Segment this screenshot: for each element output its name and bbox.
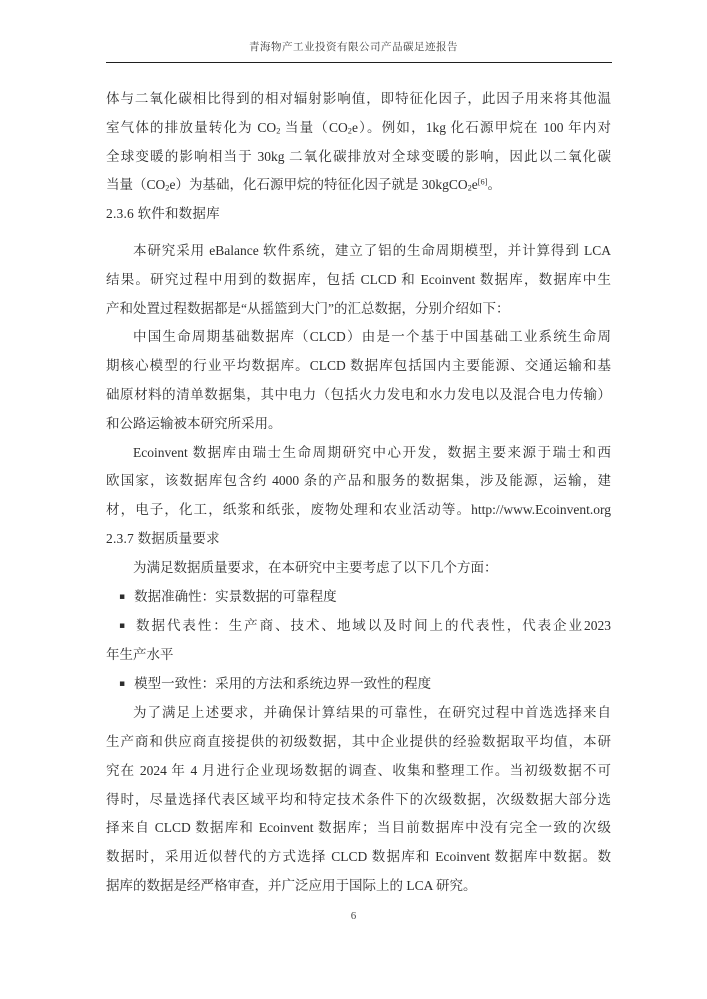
line-text: 欧国家，该数据库包含约 4000 条的产品和服务的数据集，涉及能源，运输，建 — [106, 473, 611, 489]
page-number: 6 — [350, 910, 357, 922]
text-line — [106, 323, 611, 352]
line-text: 结果。研究过程中用到的数据库，包括 CLCD 和 Ecoinvent 数据库，数据库中生 — [106, 271, 611, 287]
text-line — [106, 439, 611, 468]
text-line — [106, 843, 611, 872]
text-line — [106, 872, 611, 901]
line-text: 2.3.6 软件和数据库 — [106, 206, 220, 222]
text-line — [106, 641, 611, 670]
line-text: 2.3.7 数据质量要求 — [106, 530, 220, 546]
text-line — [106, 114, 611, 143]
section-heading — [106, 525, 611, 554]
bullet-item — [106, 583, 611, 612]
bullet-item — [106, 670, 611, 699]
bullet-icon: ▪ — [119, 592, 126, 603]
line-text: 和公路运输被本研究所采用。 — [106, 415, 282, 431]
line-text: 室气体的排放量转化为 $CO_2$ 当量$(CO_2e)$。例如，1kg 化石源甲烷在 100 年内对 — [106, 119, 611, 136]
line-text: 数据准确性：实景数据的可靠程度 — [134, 588, 337, 604]
header-title: 青海物产工业投资有限公司产品碳足迹报告 — [249, 42, 458, 53]
text-line — [106, 352, 611, 381]
text-line — [106, 237, 611, 266]
line-text: 产和处置过程数据都是“从摇篮到大门”的汇总数据，分别介绍如下： — [106, 300, 510, 316]
line-text: 全球变暖的影响相当于 30kg 二氧化碳排放对全球变暖的影响，因此以二氧化碳 — [106, 148, 611, 164]
text-line — [106, 757, 611, 786]
line-text: Ecoinvent 数据库由瑞士生命周期研究中心开发，数据主要来源于瑞士和西 — [133, 444, 611, 460]
line-text: 期核心模型的行业平均数据库。CLCD 数据库包括国内主要能源、交通运输和基 — [106, 358, 611, 374]
text-line — [106, 410, 611, 439]
text-line — [106, 496, 611, 525]
text-line — [106, 814, 611, 843]
line-text: 体与二氧化碳相比得到的相对辐射影响值，即特征化因子，此因子用来将其他温 — [106, 91, 611, 106]
line-text: 生产商和供应商直接提供的初级数据，其中企业提供的经验数据取平均值，本研 — [106, 734, 611, 750]
line-text: 择来自 CLCD 数据库和 Ecoinvent 数据库；当目前数据库中没有完全一致的次级 — [106, 820, 611, 836]
text-line — [106, 85, 611, 114]
bullet-icon: ▪ — [119, 621, 126, 632]
line-text: 中国生命周期基础数据库（CLCD）由是一个基于中国基础工业系统生命周 — [133, 329, 611, 345]
line-text: 为了满足上述要求，并确保计算结果的可靠性，在研究过程中首选选择来自 — [133, 705, 611, 721]
document-body — [106, 85, 611, 901]
text-line — [106, 266, 611, 295]
line-text: 当量$(CO_2e)$为基础，化石源甲烷的特征化因子就是 30kgCO$_2$e[6]。 — [106, 177, 502, 193]
text-line — [106, 381, 611, 410]
section-heading — [106, 200, 611, 229]
text-line — [106, 295, 611, 324]
line-text: 年生产水平 — [106, 647, 174, 663]
text-line — [106, 554, 611, 583]
text-line — [106, 171, 611, 200]
bullet-icon: ▪ — [119, 679, 126, 690]
text-line — [106, 699, 611, 728]
line-text: 模型一致性：采用的方法和系统边界一致性的程度 — [134, 675, 432, 691]
text-line — [106, 786, 611, 815]
page-footer — [0, 910, 707, 922]
line-text: 数据代表性：生产商、技术、地域以及时间上的代表性，代表企业2023 — [134, 617, 611, 633]
line-text: 础原材料的清单数据集，其中电力（包括火力发电和水力发电以及混合电力传输） — [106, 386, 611, 402]
line-text: 数据时，采用近似替代的方式选择 CLCD 数据库和 Ecoinvent 数据库中数据。数 — [106, 849, 611, 865]
header-rule — [106, 62, 612, 63]
line-text: 为满足数据质量要求，在本研究中主要考虑了以下几个方面： — [133, 559, 498, 575]
text-line — [106, 143, 611, 172]
bullet-item — [106, 612, 611, 641]
page-header — [0, 0, 707, 54]
line-text: 材，电子，化工，纸浆和纸张，废物处理和农业活动等。http://www.Ecoinvent.org — [106, 502, 611, 518]
text-line — [106, 728, 611, 757]
line-text: 据库的数据是经严格审查，并广泛应用于国际上的 LCA 研究。 — [106, 878, 477, 894]
line-text: 本研究采用 eBalance 软件系统，建立了铝的生命周期模型，并计算得到 LCA — [133, 242, 611, 258]
line-text: 得时，尽量选择代表区域平均和特定技术条件下的次级数据，次级数据大部分选 — [106, 791, 611, 807]
line-text: 究在 2024 年 4 月进行企业现场数据的调查、收集和整理工作。当初级数据不可 — [106, 762, 611, 778]
text-line — [106, 467, 611, 496]
